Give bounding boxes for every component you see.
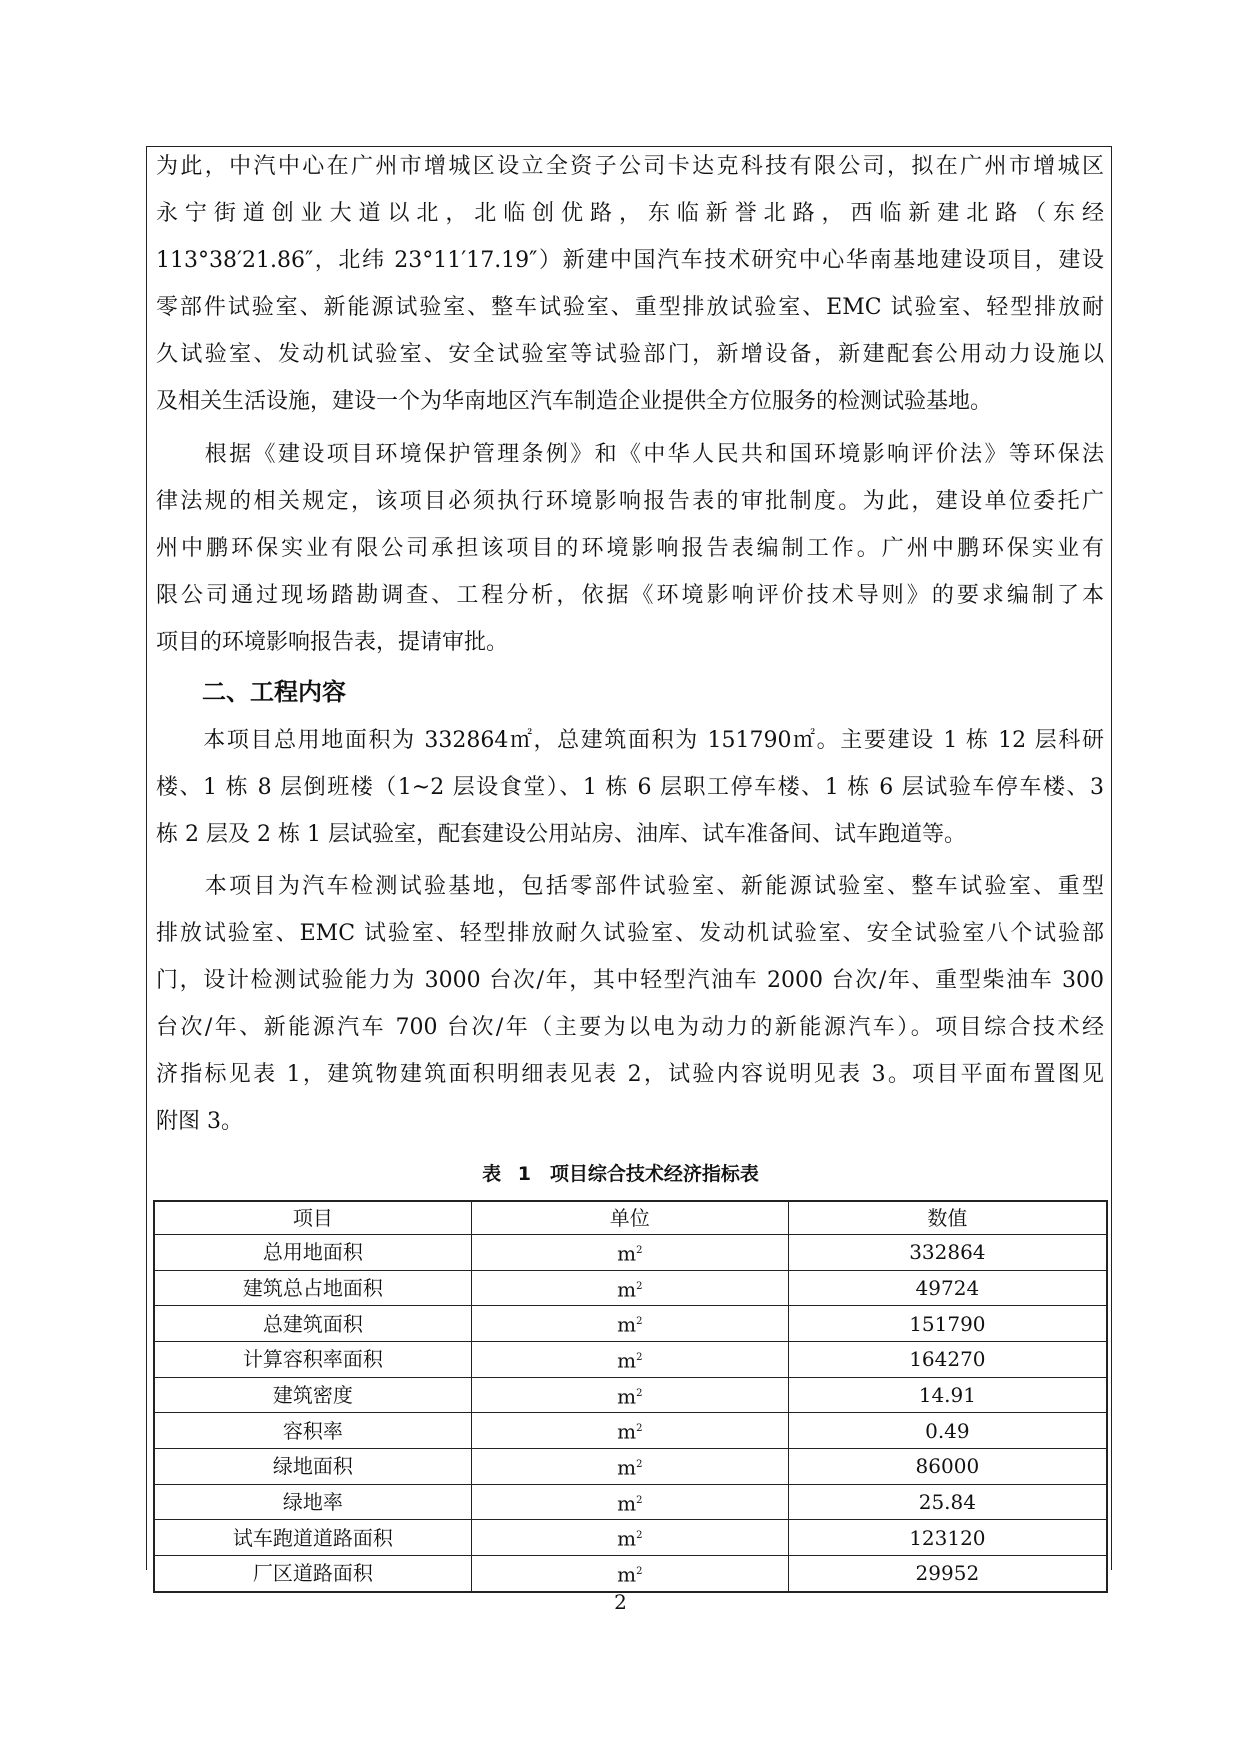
table-header-row xyxy=(154,1201,1107,1235)
cell-item: 试车跑道道路面积 xyxy=(154,1520,471,1556)
table-row xyxy=(154,1270,1107,1306)
text-line: 零部件试验室、新能源试验室、整车试验室、重型排放试验室、EMC 试验室、轻型排放耐 xyxy=(156,295,1104,320)
cell-item: 绿地面积 xyxy=(154,1448,471,1484)
cell-unit: $m^2$ xyxy=(471,1520,788,1556)
text-line: 排放试验室、EMC 试验室、轻型排放耐久试验室、发动机试验室、安全试验室八个试验部 xyxy=(156,921,1104,946)
cell-unit: $m^2$ xyxy=(471,1377,788,1413)
text-line: 为此，中汽中心在广州市增城区设立全资子公司卡达克科技有限公司，拟在广州市增城区 xyxy=(156,154,1104,179)
cell-value: 332864 xyxy=(788,1235,1107,1271)
table-row xyxy=(154,1341,1107,1377)
section-heading: 二、工程内容 xyxy=(202,678,346,706)
cell-unit: $m^2$ xyxy=(471,1555,788,1591)
scope-paragraph xyxy=(156,717,1104,858)
cell-value: 29952 xyxy=(788,1555,1107,1591)
table-caption: 表 1 项目综合技术经济指标表 xyxy=(482,1163,759,1185)
cell-item: 总用地面积 xyxy=(154,1235,471,1271)
text-line: 项目的环境影响报告表，提请审批。 xyxy=(156,630,509,655)
cell-value: 49724 xyxy=(788,1270,1107,1306)
capacity-paragraph xyxy=(156,863,1104,1145)
cell-unit: $m^2$ xyxy=(471,1413,788,1449)
cell-value: 25.84 xyxy=(788,1484,1107,1520)
table-row xyxy=(154,1520,1107,1556)
page-number: 2 xyxy=(614,1590,627,1614)
cell-unit: $m^2$ xyxy=(471,1306,788,1342)
table-header-item: 项目 xyxy=(154,1201,471,1235)
table-header-unit: 单位 xyxy=(471,1201,788,1235)
cell-item: 容积率 xyxy=(154,1413,471,1449)
cell-item: 建筑总占地面积 xyxy=(154,1270,471,1306)
text-line: 113°38′21.86″，北纬 23°11′17.19″）新建中国汽车技术研究中心华南基地建设项目，建设 xyxy=(156,248,1104,273)
cell-unit: $m^2$ xyxy=(471,1235,788,1271)
cell-value: 86000 xyxy=(788,1448,1107,1484)
cell-value: 123120 xyxy=(788,1520,1107,1556)
text-line: 本项目为汽车检测试验基地，包括零部件试验室、新能源试验室、整车试验室、重型 xyxy=(156,874,1104,899)
table-row xyxy=(154,1377,1107,1413)
cell-item: 绿地率 xyxy=(154,1484,471,1520)
cell-unit: $m^2$ xyxy=(471,1270,788,1306)
intro-paragraph xyxy=(156,143,1104,425)
table-row xyxy=(154,1448,1107,1484)
cell-item: 总建筑面积 xyxy=(154,1306,471,1342)
basis-paragraph xyxy=(156,431,1104,666)
text-line: 永宁街道创业大道以北，北临创优路，东临新誉北路，西临新建北路（东经 xyxy=(156,201,1104,226)
table-row xyxy=(154,1484,1107,1520)
table-row xyxy=(154,1555,1107,1591)
cell-item: 建筑密度 xyxy=(154,1377,471,1413)
cell-unit: $m^2$ xyxy=(471,1341,788,1377)
cell-unit: $m^2$ xyxy=(471,1484,788,1520)
cell-value: 164270 xyxy=(788,1341,1107,1377)
text-line: 楼、1 栋 8 层倒班楼（1~2 层设食堂）、1 栋 6 层职工停车楼、1 栋 6 层试验车停车楼、3 xyxy=(156,775,1104,800)
cell-unit: $m^2$ xyxy=(471,1448,788,1484)
text-line: 限公司通过现场踏勘调查、工程分析，依据《环境影响评价技术导则》的要求编制了本 xyxy=(156,583,1104,608)
text-line: 台次/年、新能源汽车 700 台次/年（主要为以电为动力的新能源汽车）。项目综合技术经 xyxy=(156,1015,1104,1040)
table-row xyxy=(154,1306,1107,1342)
text-line: 及相关生活设施，建设一个为华南地区汽车制造企业提供全方位服务的检测试验基地。 xyxy=(156,389,993,414)
text-line: 门，设计检测试验能力为 3000 台次/年，其中轻型汽油车 2000 台次/年、重型柴油车 300 xyxy=(156,968,1104,993)
cell-value: 151790 xyxy=(788,1306,1107,1342)
text-line: 本项目总用地面积为 332864㎡，总建筑面积为 151790㎡。主要建设 1 栋 12 层科研 xyxy=(156,728,1104,753)
cell-value: 0.49 xyxy=(788,1413,1107,1449)
text-line: 栋 2 层及 2 栋 1 层试验室，配套建设公用站房、油库、试车准备间、试车跑道等。 xyxy=(156,822,966,847)
text-line: 州中鹏环保实业有限公司承担该项目的环境影响报告表编制工作。广州中鹏环保实业有 xyxy=(156,536,1104,561)
text-line: 附图 3。 xyxy=(156,1109,243,1134)
indicator-table xyxy=(153,1200,1108,1593)
cell-value: 14.91 xyxy=(788,1377,1107,1413)
text-line: 济指标见表 1，建筑物建筑面积明细表见表 2，试验内容说明见表 3。项目平面布置图见 xyxy=(156,1062,1104,1087)
cell-item: 计算容积率面积 xyxy=(154,1341,471,1377)
table-row xyxy=(154,1235,1107,1271)
table-row xyxy=(154,1413,1107,1449)
table-header-value: 数值 xyxy=(788,1201,1107,1235)
text-line: 律法规的相关规定，该项目必须执行环境影响报告表的审批制度。为此，建设单位委托广 xyxy=(156,489,1104,514)
text-line: 根据《建设项目环境保护管理条例》和《中华人民共和国环境影响评价法》等环保法 xyxy=(156,442,1104,467)
cell-item: 厂区道路面积 xyxy=(154,1555,471,1591)
text-line: 久试验室、发动机试验室、安全试验室等试验部门，新增设备，新建配套公用动力设施以 xyxy=(156,342,1104,367)
